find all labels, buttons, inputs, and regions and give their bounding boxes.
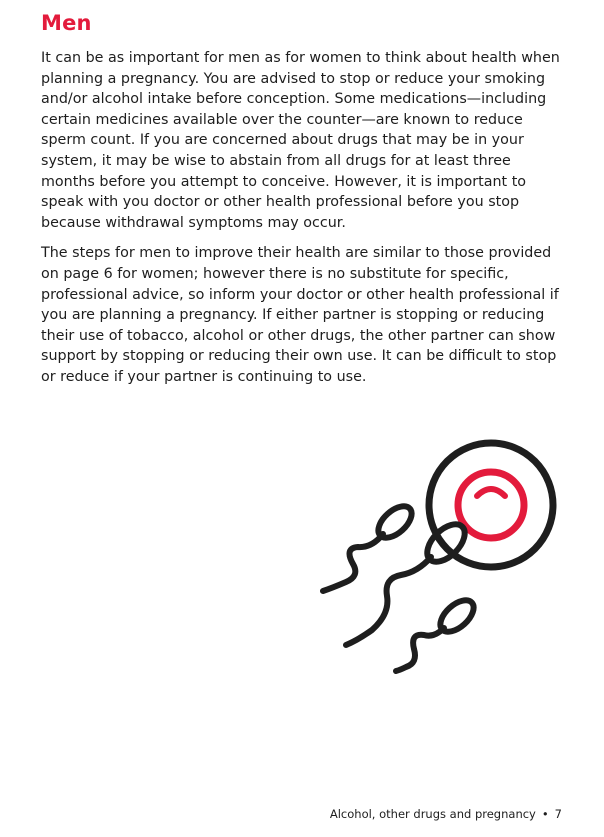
sperm-tail-3 xyxy=(396,628,444,671)
section-body xyxy=(41,48,561,398)
sperm-tail-2 xyxy=(346,557,431,645)
publication-title: Alcohol, other drugs and pregnancy xyxy=(329,807,536,821)
section-title: Men xyxy=(41,11,92,35)
page-footer xyxy=(330,807,562,821)
egg-inner-ring xyxy=(458,472,524,538)
page-number: 7 xyxy=(554,807,562,821)
footer-separator: • xyxy=(541,807,549,821)
sperm-and-egg-icon xyxy=(310,430,570,680)
egg-nucleus-arc xyxy=(477,489,505,496)
paragraph-2: The steps for men to improve their health are similar to those provided on page 6 for women; however there is no substitute for specific, professional advice, so inform your doctor or other health professional if you are planning a pregnancy. If either partner is stopping or reducing their use of tobacco, alcohol or other drugs, the other partner can show support by stopping or reducing their own use. It can be difficult to stop or reduce if your partner is continuing to use. xyxy=(41,245,559,385)
egg-outer-ring xyxy=(429,443,553,567)
paragraph-1: It can be as important for men as for women to think about health when planning a pregnancy. You are advised to stop or reduce your smoking and/or alcohol intake before conception. Some medications—including certain medicines available over the counter—are known to reduce sperm count. If you are concerned about drugs that may be in your system, it may be wise to abstain from all drugs for at least three months before you attempt to conceive. However, it is important to speak with you doctor or other health professional before you stop because withdrawal symptoms may occur. xyxy=(41,50,560,231)
sperm-tail-1 xyxy=(323,534,383,591)
